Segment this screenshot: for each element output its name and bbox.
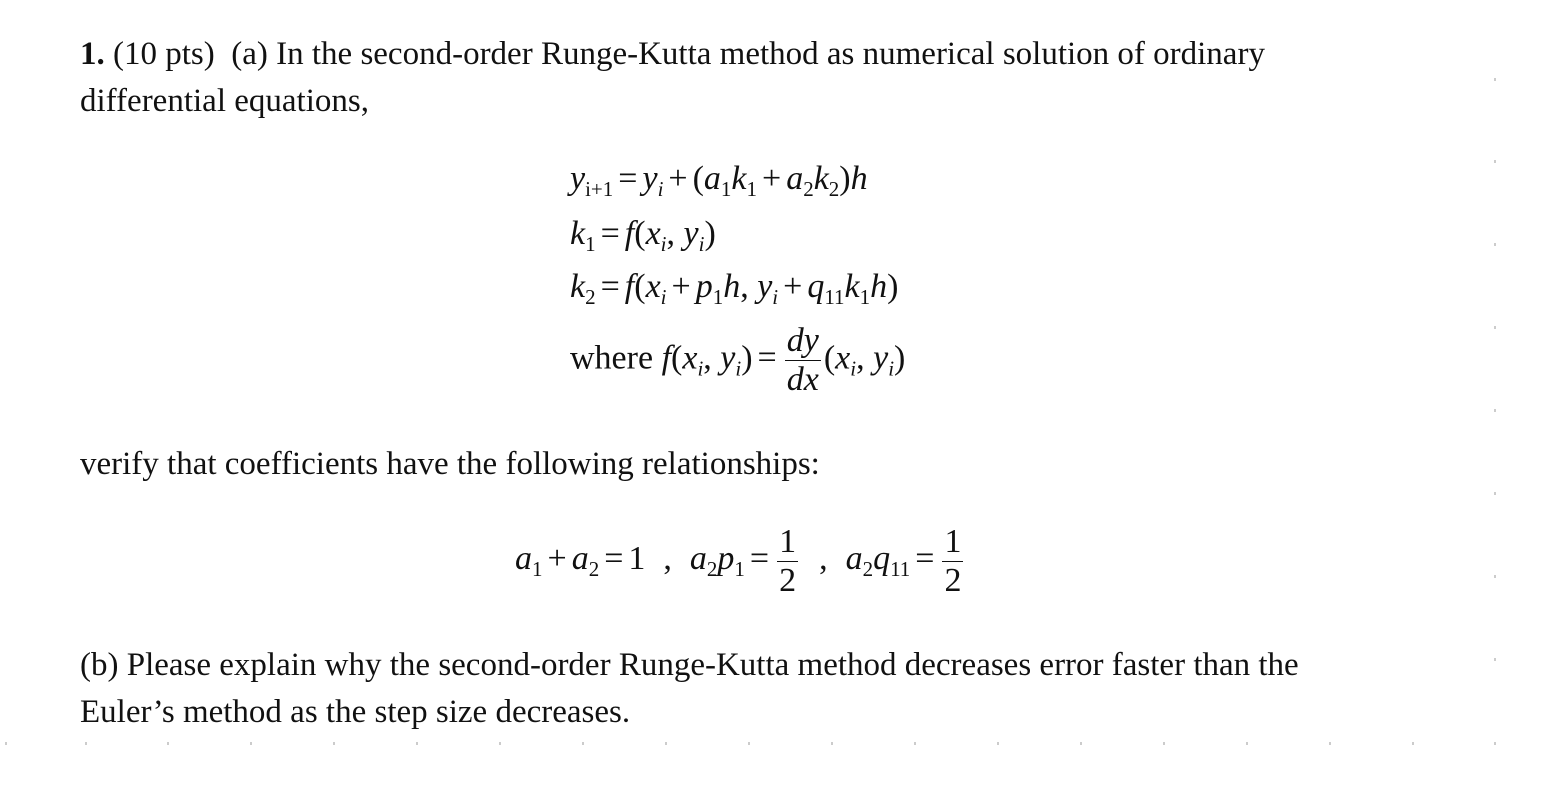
grid-dot <box>582 742 584 745</box>
derivative-fraction: $\frac{dy}{dx}$ <box>786 322 819 398</box>
equation-k2: $k_2 = f(x_i + p_1h$, $y_i + q_{11}k_1h$) <box>570 268 899 309</box>
grid-dot <box>167 742 169 745</box>
grid-dot <box>831 742 833 745</box>
question-number: 1. <box>80 36 105 72</box>
where-word: where <box>570 339 654 377</box>
intro-text-line-1: In the second-order Runge-Kutta method as numerical solution of ordinary <box>276 36 1265 72</box>
equation-definition-f: where $f(x_i$, $y_i$) = $\frac{dy}{dx}$ ($x_i$, $y_i$) <box>570 322 906 398</box>
equation-k1: $k_1 = f(x_i$, $y_i$) <box>570 215 716 256</box>
question-points: (10 pts) <box>113 36 215 72</box>
question-intro <box>80 31 1265 125</box>
grid-dot <box>250 742 252 745</box>
grid-dot <box>997 742 999 745</box>
coefficient-relationships <box>515 523 966 600</box>
grid-dot <box>1412 742 1414 745</box>
grid-dot <box>85 742 87 745</box>
grid-dot <box>499 742 501 745</box>
grid-dot <box>1494 492 1496 495</box>
equation-y-update: $y_{i+1} = y_i + (a_1k_1 + a_2k_2)h$ <box>570 160 868 201</box>
part-b-line-1 <box>80 642 1299 689</box>
relationship-3: $a_2q_{11}$ = $\frac{1}{2}$ <box>845 523 962 599</box>
grid-dot <box>1494 409 1496 412</box>
separator-2: , <box>819 540 828 578</box>
separator-1: , <box>663 540 672 578</box>
grid-dot <box>333 742 335 745</box>
grid-dot <box>1329 742 1331 745</box>
relationship-1: $a_1 + a_2 = 1$ <box>515 540 646 582</box>
grid-dot <box>1494 160 1496 163</box>
part-a-label: (a) <box>231 36 268 72</box>
verify-text: verify that coefficients have the following relationships: <box>80 446 820 482</box>
grid-dot <box>1494 658 1496 661</box>
relationship-2: $a_2p_1$ = $\frac{1}{2}$ <box>689 523 797 599</box>
grid-dot <box>1494 78 1496 81</box>
grid-dot <box>1080 742 1082 745</box>
grid-dot <box>665 742 667 745</box>
grid-dot <box>1163 742 1165 745</box>
part-b-text-line-2: Euler’s method as the step size decreases. <box>80 694 631 730</box>
grid-dot <box>5 742 7 745</box>
intro-text-line-2: differential equations, <box>80 83 369 119</box>
grid-dot <box>914 742 916 745</box>
part-b-label: (b) <box>80 647 119 683</box>
part-b-text-line-1: Please explain why the second-order Runge-Kutta method decreases error faster than the <box>126 647 1299 683</box>
grid-dot <box>748 742 750 745</box>
grid-dot <box>1494 243 1496 246</box>
grid-dot <box>1246 742 1248 745</box>
grid-dot <box>1494 742 1496 745</box>
intro-line-1 <box>80 31 1265 78</box>
grid-dot <box>416 742 418 745</box>
part-b <box>80 642 1299 736</box>
grid-dot <box>1494 326 1496 329</box>
grid-dot <box>1494 575 1496 578</box>
